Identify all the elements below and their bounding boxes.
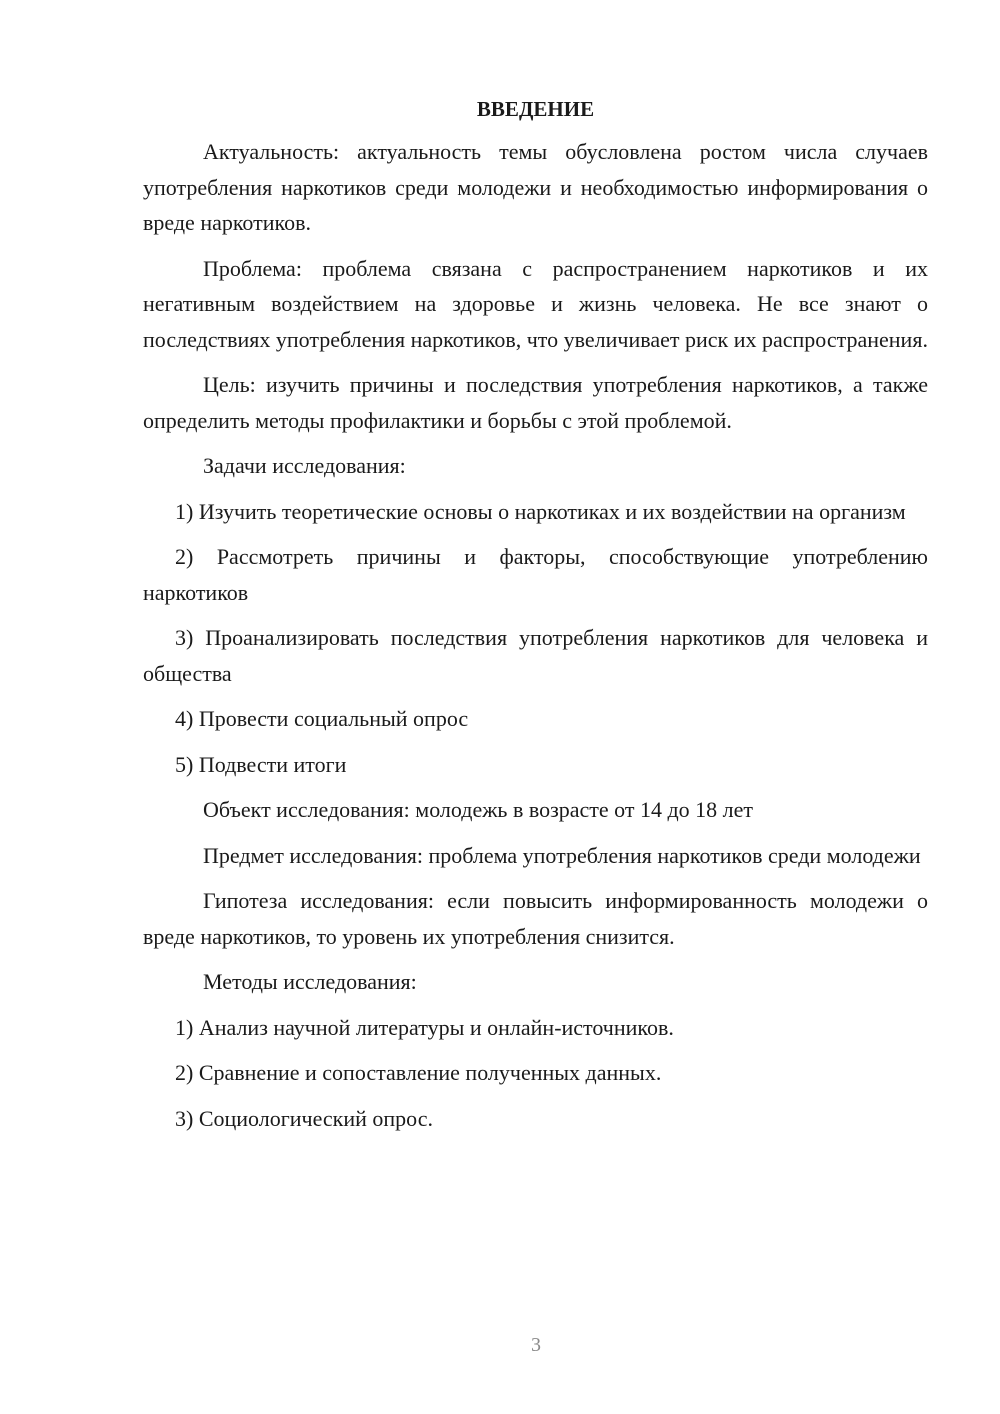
list-item: 4) Провести социальный опрос — [175, 706, 469, 731]
list-item: 1) Изучить теоретические основы о наркотиках и их воздействии на организм — [175, 498, 906, 524]
tasks-heading: Задачи исследования: — [203, 453, 406, 478]
page-number: 3 — [531, 1334, 541, 1356]
methods-list — [143, 1010, 928, 1137]
list-item: 3) Проанализировать последствия употребления наркотиков для человека и общества — [143, 625, 928, 686]
tasks-list — [143, 494, 928, 783]
list-item: 2) Рассмотреть причины и факторы, способствующие употреблению наркотиков — [143, 544, 928, 605]
methods-heading: Методы исследования: — [203, 969, 417, 994]
list-item: 1) Анализ научной литературы и онлайн-источников. — [175, 1014, 674, 1040]
problem-paragraph: Проблема: проблема связана с распространением наркотиков и их негативным воздействием на здоровье и жизнь человека. Не все знают о последствиях употребления наркотиков, что увеличивает риск их распространения. — [143, 255, 928, 352]
goal-paragraph: Цель: изучить причины и последствия употребления наркотиков, а также определить методы профилактики и борьбы с этой проблемой. — [143, 372, 928, 433]
subject-paragraph: Предмет исследования: проблема употребления наркотиков среди молодежи — [203, 842, 921, 868]
object-paragraph: Объект исследования: молодежь в возрасте от 14 до 18 лет — [203, 797, 754, 822]
list-item: 2) Сравнение и сопоставление полученных данных. — [175, 1060, 662, 1085]
relevance-paragraph: Актуальность: актуальность темы обусловлена ростом числа случаев употребления наркотиков среди молодежи и необходимостью информирования о вреде наркотиков. — [143, 139, 928, 235]
document-body — [143, 94, 928, 1146]
list-item: 3) Социологический опрос. — [175, 1105, 433, 1131]
section-title: ВВЕДЕНИЕ — [476, 97, 595, 121]
hypothesis-paragraph: Гипотеза исследования: если повысить информированность молодежи о вреде наркотиков, то уровень их употребления снизится. — [143, 888, 928, 949]
list-item: 5) Подвести итоги — [175, 751, 347, 777]
